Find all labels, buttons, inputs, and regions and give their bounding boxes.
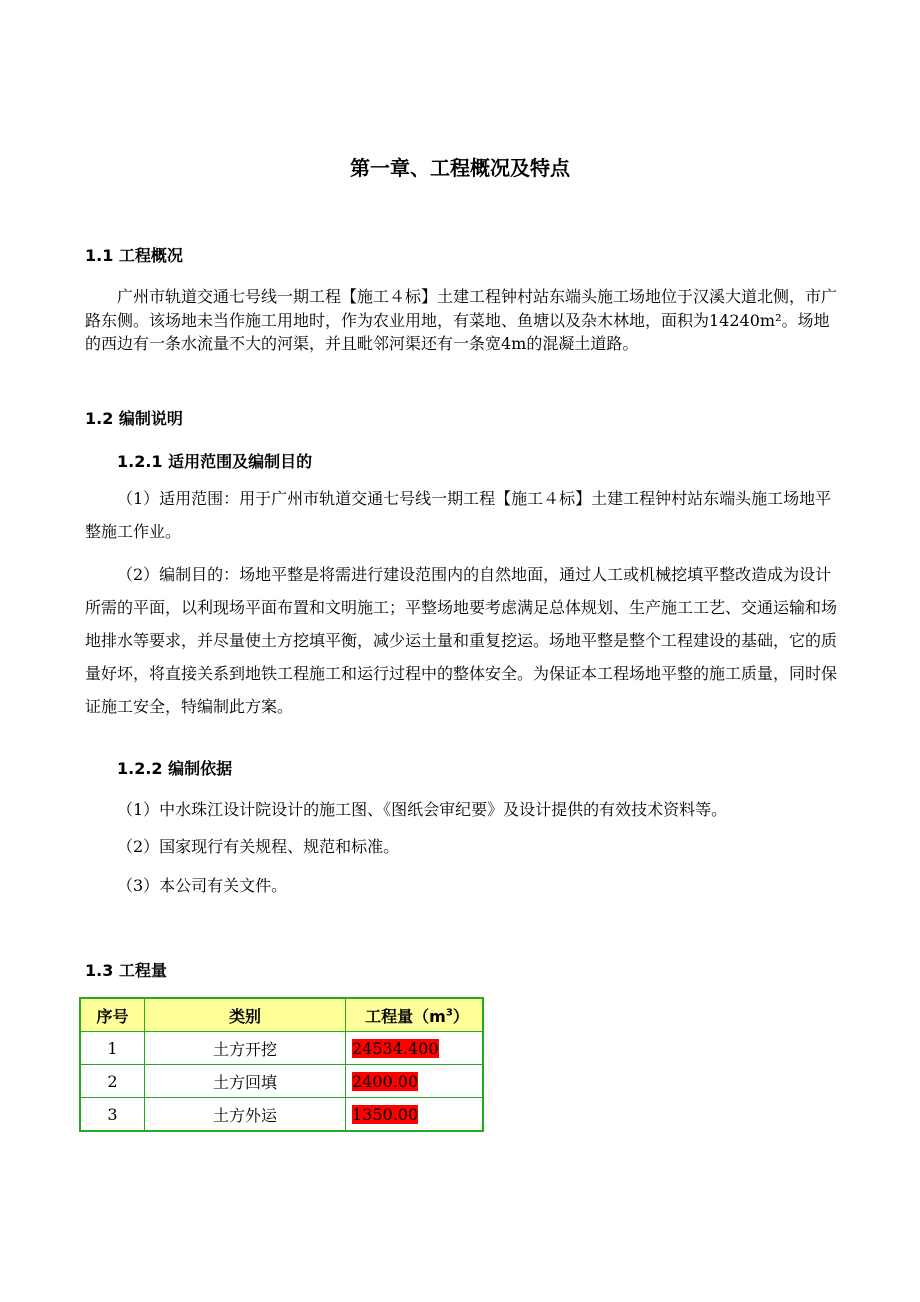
- header-quantity: [346, 998, 484, 1032]
- cell-category: 土方开挖: [145, 1032, 346, 1065]
- highlighted-quantity: 24534.400: [352, 1038, 439, 1058]
- cell-quantity: [346, 1032, 484, 1065]
- cell-category: 土方回填: [145, 1065, 346, 1098]
- table-row: [80, 1032, 483, 1065]
- table-header-row: [80, 998, 483, 1032]
- section-heading-1-1: 1.1 工程概况: [85, 246, 183, 265]
- highlighted-quantity: 2400.00: [352, 1071, 419, 1091]
- header-quantity-close: ）: [452, 1006, 469, 1026]
- cell-index: 1: [80, 1032, 145, 1065]
- table-row: [80, 1098, 483, 1132]
- cell-quantity: [346, 1098, 484, 1132]
- scope-paragraph: （1）适用范围：用于广州市轨道交通七号线一期工程【施工４标】土建工程钟村站东端头施工场地平整施工作业。: [85, 489, 832, 541]
- cell-quantity: [346, 1065, 484, 1098]
- project-overview-paragraph: 广州市轨道交通七号线一期工程【施工４标】土建工程钟村站东端头施工场地位于汉溪大道北侧，市广路东侧。该场地未当作施工用地时，作为农业用地，有菜地、鱼塘以及杂木林地，面积为14240m²。场地的西边有一条水流量不大的河渠，并且毗邻河渠还有一条宽4m的混凝土道路。: [85, 287, 838, 353]
- header-quantity-exponent: 3: [445, 1007, 453, 1019]
- basis-item-2: （2）国家现行有关规程、规范和标准。: [117, 837, 400, 856]
- cell-index: 3: [80, 1098, 145, 1132]
- subsection-heading-1-2-1: 1.2.1 适用范围及编制目的: [117, 452, 313, 471]
- table-row: [80, 1065, 483, 1098]
- section-heading-1-3: 1.3 工程量: [85, 961, 167, 980]
- header-index: 序号: [80, 998, 145, 1032]
- chapter-title: 第一章、工程概况及特点: [350, 156, 570, 180]
- cell-category: 土方外运: [145, 1098, 346, 1132]
- basis-item-1: （1）中水珠江设计院设计的施工图、《图纸会审纪要》及设计提供的有效技术资料等。: [117, 800, 728, 819]
- purpose-paragraph: （2）编制目的：场地平整是将需进行建设范围内的自然地面，通过人工或机械挖填平整改造成为设计所需的平面，以利现场平面布置和文明施工；平整场地要考虑满足总体规划、生产施工工艺、交通运输和场地排水等要求，并尽量使土方挖填平衡，减少运土量和重复挖运。场地平整是整个工程建设的基础，它的质量好坏，将直接关系到地铁工程施工和运行过程中的整体安全。为保证本工程场地平整的施工质量，同时保证施工安全，特编制此方案。: [85, 565, 838, 716]
- section-heading-1-2: 1.2 编制说明: [85, 409, 183, 428]
- cell-index: 2: [80, 1065, 145, 1098]
- highlighted-quantity: 1350.00: [352, 1104, 419, 1124]
- quantity-table: [79, 997, 484, 1132]
- subsection-heading-1-2-2: 1.2.2 编制依据: [117, 759, 233, 778]
- header-category: 类别: [145, 998, 346, 1032]
- basis-item-3: （3）本公司有关文件。: [117, 876, 288, 895]
- header-quantity-text: 工程量（m: [365, 1006, 446, 1026]
